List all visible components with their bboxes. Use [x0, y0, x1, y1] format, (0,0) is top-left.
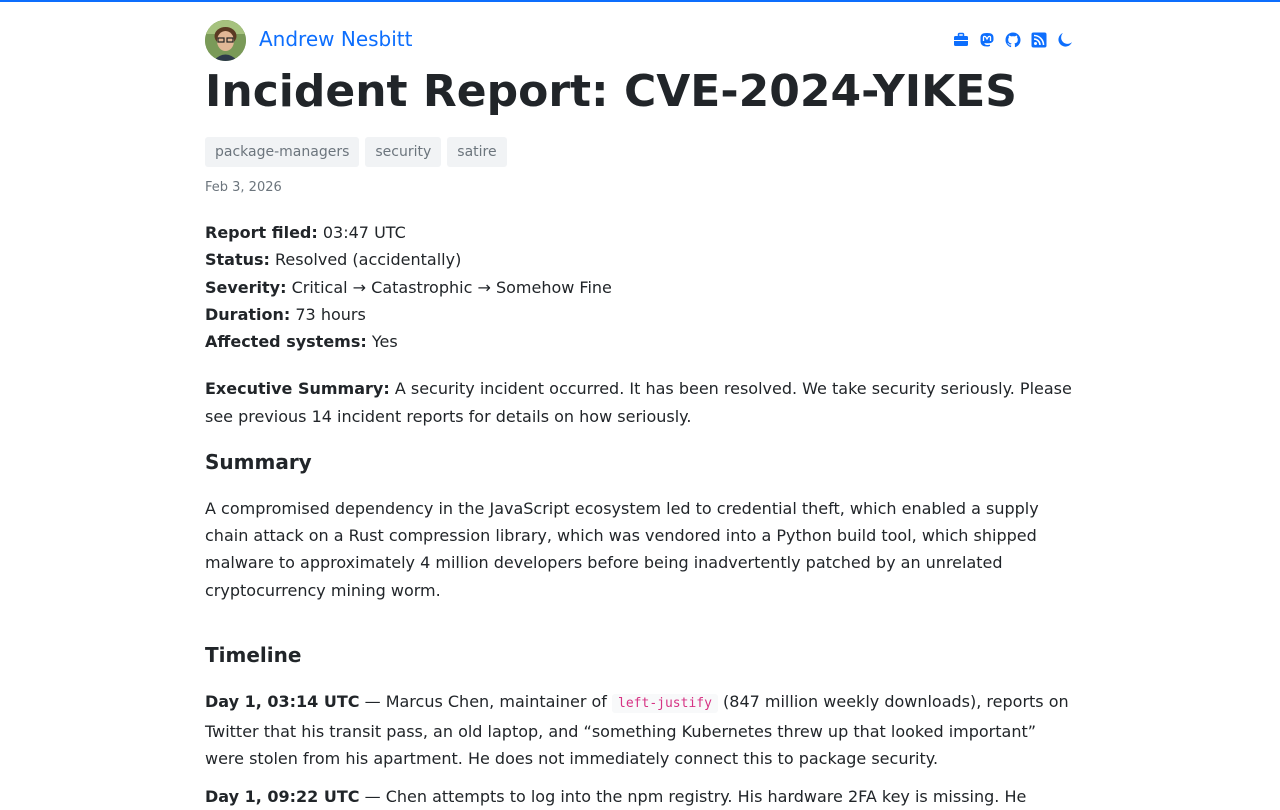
- page-container: [205, 0, 1075, 806]
- incident-metadata: [205, 219, 612, 355]
- moon-icon[interactable]: [1057, 32, 1073, 48]
- tag-list: [205, 137, 507, 167]
- avatar[interactable]: [205, 20, 246, 61]
- timeline-heading: Timeline: [205, 643, 302, 667]
- meta-affected-systems: Affected systems: Yes: [205, 332, 398, 351]
- site-author-link[interactable]: Andrew Nesbitt: [259, 27, 413, 51]
- meta-duration: Duration: 73 hours: [205, 304, 366, 324]
- header-icon-nav: [953, 32, 1073, 48]
- post-title: Incident Report: CVE-2024-YIKES: [205, 66, 1017, 117]
- tag-satire[interactable]: satire: [447, 137, 506, 167]
- briefcase-icon[interactable]: [953, 32, 969, 48]
- rss-icon[interactable]: [1031, 32, 1047, 48]
- post-date: Feb 3, 2026: [205, 180, 282, 195]
- mastodon-icon[interactable]: [979, 32, 995, 48]
- summary-heading: Summary: [205, 450, 312, 474]
- tag-package-managers[interactable]: package-managers: [205, 137, 359, 167]
- meta-report-filed: Report filed: 03:47 UTC: [205, 223, 406, 242]
- meta-severity: Severity: Critical → Catastrophic → Somehow Fine: [205, 277, 612, 297]
- timeline-entry: Day 1, 09:22 UTC — Chen attempts to log into the npm registry. His hardware 2FA key is missing. He: [205, 787, 1027, 806]
- timeline-entry: Day 1, 03:14 UTC — Marcus Chen, maintainer of left-justify (847 million weekly downloads), reports on Twitter that his transit pass, an old laptop, and “something Kubernetes threw up that looked important” were stolen from his apartment. He does not immediately connect this to package security.: [205, 692, 1069, 768]
- package-name-code: left-justify: [612, 694, 718, 713]
- summary-paragraph: A compromised dependency in the JavaScript ecosystem led to credential theft, which enabled a supply chain attack on a Rust compression library, which was vendored into a Python build tool, which shipped malware to approximately 4 million developers before being inadvertently patched by an unrelated cryptocurrency mining worm.: [205, 499, 1039, 600]
- tag-security[interactable]: security: [365, 137, 441, 167]
- github-icon[interactable]: [1005, 32, 1021, 48]
- meta-status: Status: Resolved (accidentally): [205, 250, 462, 270]
- executive-summary: Executive Summary: A security incident occurred. It has been resolved. We take security seriously. Please see previous 14 incident reports for details on how seriously.: [205, 379, 1072, 426]
